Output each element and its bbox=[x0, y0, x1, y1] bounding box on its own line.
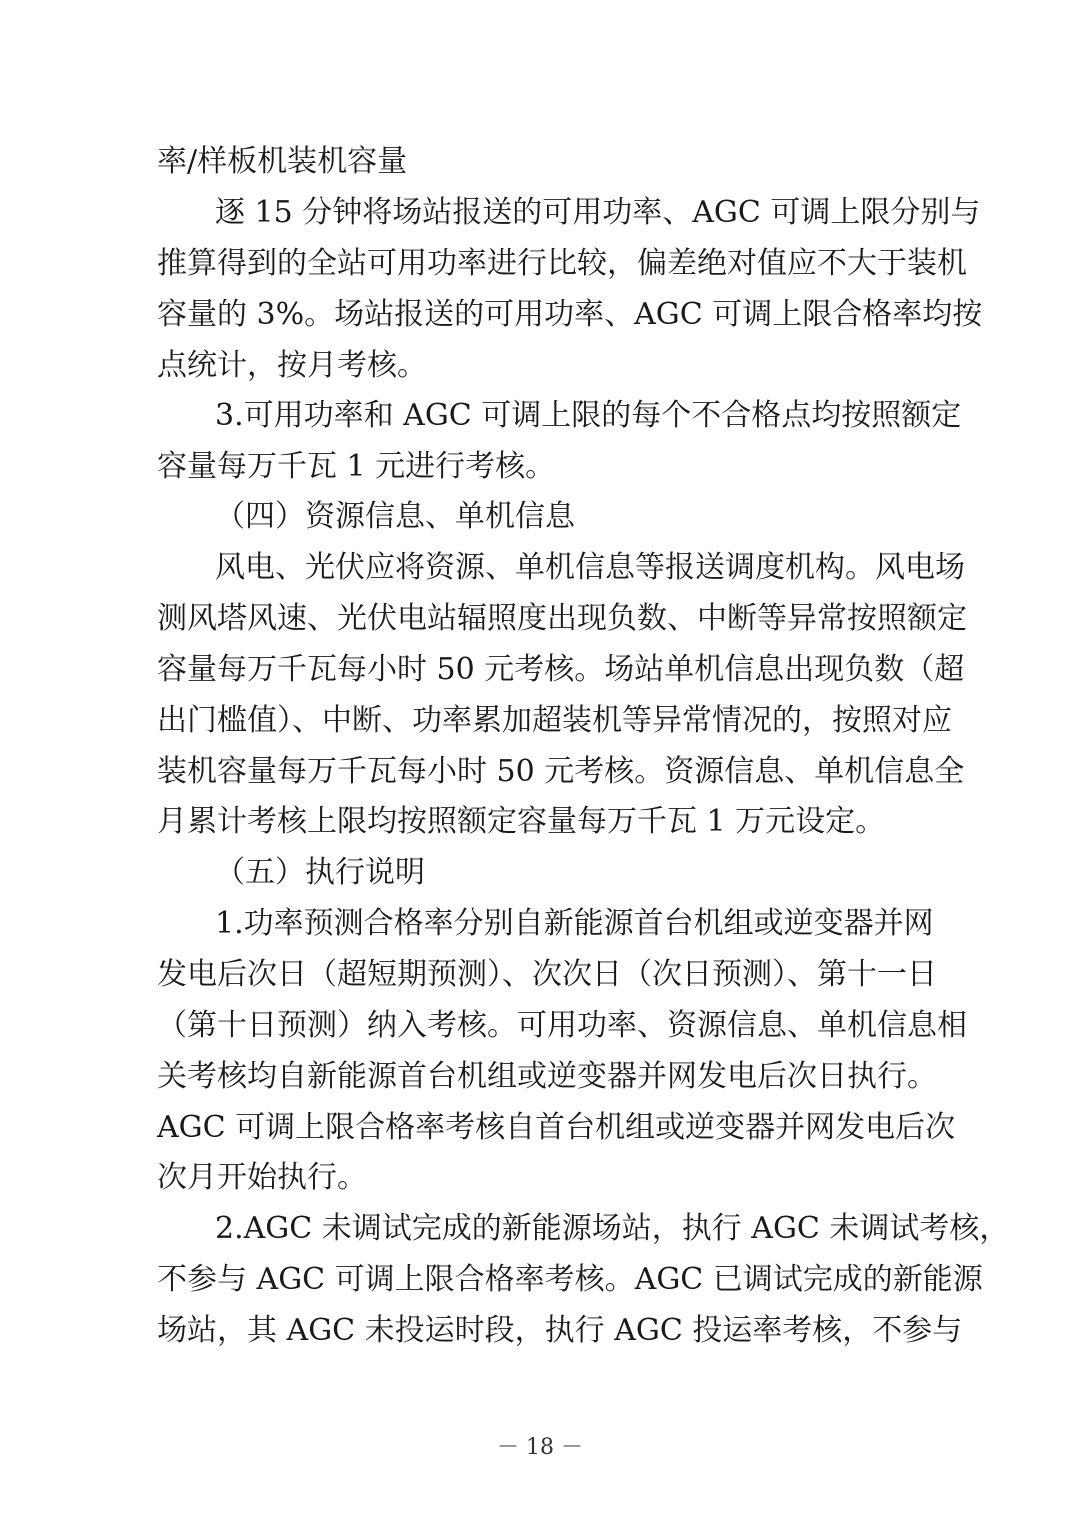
text-line: 1.功率预测合格率分别自新能源首台机组或逆变器并网 bbox=[215, 906, 934, 941]
text-line: 容量每万千瓦 1 元进行考核。 bbox=[157, 449, 556, 484]
section-heading: （四）资源信息、单机信息 bbox=[215, 499, 575, 534]
text-line: 关考核均自新能源首台机组或逆变器并网发电后次日执行。 bbox=[157, 1059, 937, 1094]
text-line: AGC 可调上限合格率考核自首台机组或逆变器并网发电后次 bbox=[157, 1110, 956, 1145]
text-line: 3.可用功率和 AGC 可调上限的每个不合格点均按照额定 bbox=[215, 398, 962, 433]
text-line: 测风塔风速、光伏电站辐照度出现负数、中断等异常按照额定 bbox=[157, 601, 967, 636]
text-line: 率/样板机装机容量 bbox=[157, 144, 408, 179]
text-line: 风电、光伏应将资源、单机信息等报送调度机构。风电场 bbox=[215, 550, 965, 585]
text-line: 点统计，按月考核。 bbox=[157, 348, 427, 383]
text-line: 月累计考核上限均按照额定容量每万千瓦 1 万元设定。 bbox=[157, 804, 886, 839]
text-line: 2.AGC 未调试完成的新能源场站，执行 AGC 未调试考核， bbox=[215, 1211, 1010, 1246]
text-line: 不参与 AGC 可调上限合格率考核。AGC 已调试完成的新能源 bbox=[157, 1262, 983, 1297]
page-number: － 18 － bbox=[497, 1435, 583, 1460]
text-line: 发电后次日（超短期预测）、次次日（次日预测）、第十一日 bbox=[157, 957, 937, 992]
text-line: 装机容量每万千瓦每小时 50 元考核。资源信息、单机信息全 bbox=[157, 754, 965, 789]
text-line: 场站，其 AGC 未投运时段，执行 AGC 投运率考核，不参与 bbox=[157, 1313, 963, 1348]
text-line: 出门槛值）、中断、功率累加超装机等异常情况的，按照对应 bbox=[157, 703, 952, 738]
text-line: 次月开始执行。 bbox=[157, 1160, 367, 1195]
text-line: 容量每万千瓦每小时 50 元考核。场站单机信息出现负数（超 bbox=[157, 652, 965, 687]
text-line: 容量的 3%。场站报送的可用功率、AGC 可调上限合格率均按 bbox=[157, 297, 983, 332]
text-line: 逐 15 分钟将场站报送的可用功率、AGC 可调上限分别与 bbox=[215, 195, 981, 230]
section-heading: （五）执行说明 bbox=[215, 855, 425, 890]
text-line: 推算得到的全站可用功率进行比较，偏差绝对值应不大于装机 bbox=[157, 246, 967, 281]
text-line: （第十日预测）纳入考核。可用功率、资源信息、单机信息相 bbox=[157, 1008, 967, 1043]
